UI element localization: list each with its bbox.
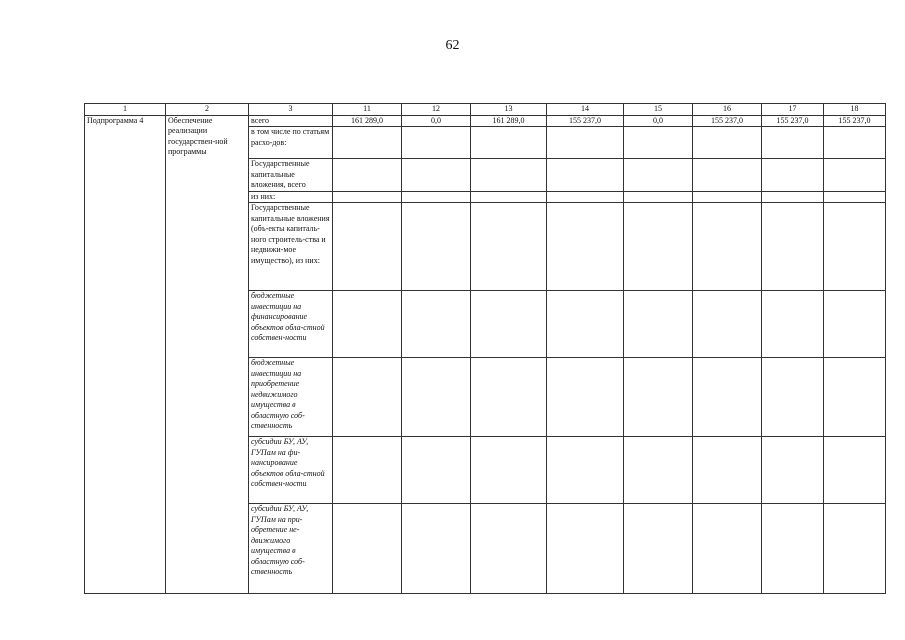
value-cell: 0,0	[402, 115, 471, 127]
col-header: 18	[824, 104, 886, 116]
col-header: 13	[471, 104, 547, 116]
row-label: бюджетные инвестиции на приобретение недвижимого имущества в областную соб-ственность	[249, 358, 333, 437]
value-cell: 161 289,0	[333, 115, 402, 127]
col-header: 12	[402, 104, 471, 116]
column-number-row	[85, 104, 886, 116]
page-number: 62	[445, 38, 460, 53]
row-label: бюджетные инвестиции на финансирование объектов обла-стной собствен-ности	[249, 291, 333, 358]
subprogram-name: Подпрограмма 4	[85, 115, 166, 594]
col-header: 11	[333, 104, 402, 116]
value-cell: 155 237,0	[762, 115, 824, 127]
col-header: 3	[249, 104, 333, 116]
row-label: из них:	[249, 191, 333, 203]
budget-table	[84, 103, 886, 594]
value-cell: 161 289,0	[471, 115, 547, 127]
row-label: всего	[249, 115, 333, 127]
col-header: 1	[85, 104, 166, 116]
value-cell: 155 237,0	[824, 115, 886, 127]
row-label: субсидии БУ, АУ, ГУПам на фи-нансирование объектов обла-стной собствен-ности	[249, 437, 333, 504]
col-header: 14	[547, 104, 624, 116]
row-label: субсидии БУ, АУ, ГУПам на при-обретение не-движимого имущества в областную соб-ственность	[249, 504, 333, 594]
col-header: 2	[166, 104, 249, 116]
col-header: 17	[762, 104, 824, 116]
value-cell: 155 237,0	[547, 115, 624, 127]
subprogram-title: Обеспечение реализации государствен-ной программы	[166, 115, 249, 594]
table-row-total	[85, 115, 886, 127]
value-cell: 155 237,0	[693, 115, 762, 127]
value-cell: 0,0	[624, 115, 693, 127]
row-label: в том числе по статьям расхо-дов:	[249, 127, 333, 159]
row-label: Государственные капитальные вложения, всего	[249, 159, 333, 192]
col-header: 15	[624, 104, 693, 116]
row-label: Государственные капитальные вложения (объ-екты капиталь-ного строитель-ства и недвижи-мое имущество), из них:	[249, 203, 333, 291]
col-header: 16	[693, 104, 762, 116]
